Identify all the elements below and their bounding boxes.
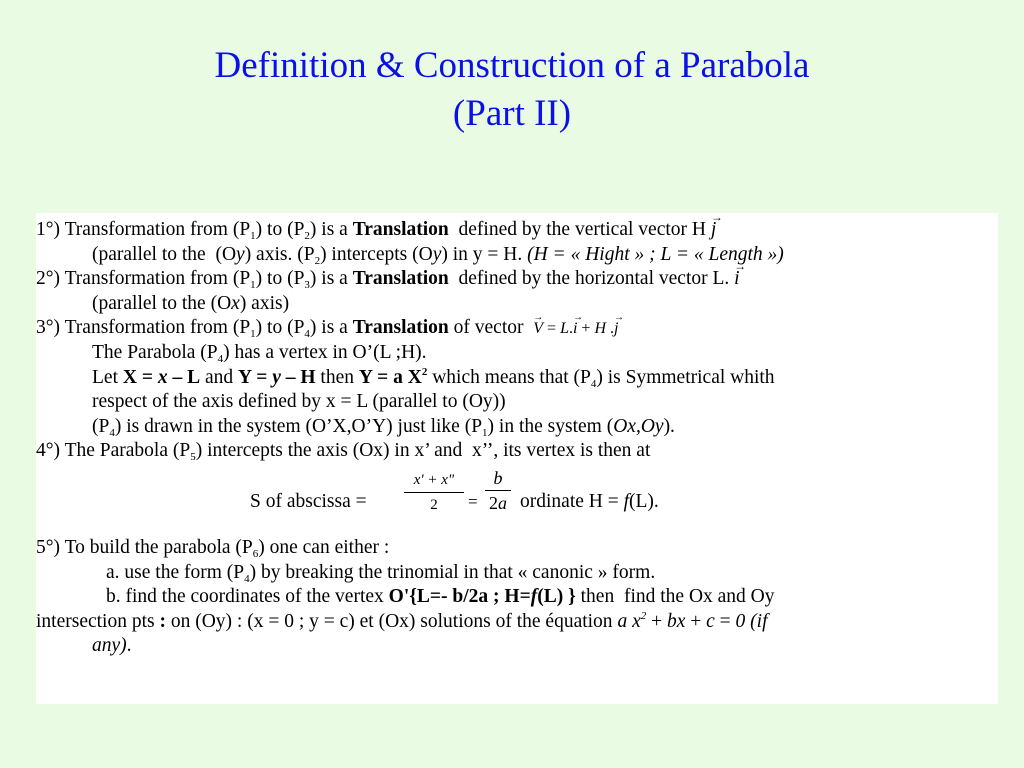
ordinate-label: ordinate H = f(L). [520,490,659,512]
fraction-b-2a: b 2a [485,468,511,513]
item-3-line-4: respect of the axis defined by x = L (parallel to (Oy)) [92,391,506,413]
item-1-number: 1°) [36,219,61,240]
item-1-line-2: (parallel to the (Oy) axis. $(P_2)$ intercepts (Oy) in y = H. (H = « Hight » ; L = « Length ») [92,243,784,267]
title-line-1: Definition & Construction of a Parabola [214,45,810,86]
content-text [36,218,992,659]
item-2-number: 2°) [36,268,61,290]
item-5-line-5: any). [92,635,132,657]
item-5-line-1: 5°) To build the parabola $(P_6)$ one can either : [36,536,390,560]
item-3-line-1: 3°) Transformation from $(P_1)$ to $(P_4)$ is a Translation of vector V → = L.i → + H .j → [36,316,992,341]
fraction-x-mean: x' + x" 2 [404,470,464,515]
vector-i: i → [734,267,739,292]
item-1-line-1: 1°) Transformation from $(P_1)$ to $(P_2)$ is a Translation defined by the vertical vector H j → [36,218,992,243]
vector-j: j → [711,218,716,243]
item-3-number: 3°) [36,317,61,339]
content-panel [36,213,998,704]
item-4-number: 4°) [36,440,61,462]
vector-formula: V → = L.i → + H .j → [533,320,618,337]
item-5-line-4: intersection pts : on (Oy) : (x = 0 ; y = c) et (Ox) solutions of the équation a $x^2$ + bx + c = 0 (if [36,609,768,632]
item-4-formula: S of abscissa = x' + x" 2 = b 2a ordinate H = f(L). [250,467,659,513]
item-3-line-5: $(P_4)$ is drawn in the system (O’X,O’Y) just like $(P_1)$ in the system (Ox,Oy). [92,415,675,439]
item-5-line-3: b. find the coordinates of the vertex O'{L=- b/2a ; H=f(L) } then find the Ox and Oy [106,586,775,608]
abscissa-label: S of abscissa = [250,490,367,512]
item-2-line-2: (parallel to the (Ox) axis) [92,292,290,314]
item-3-line-3: Let X = x – L and Y = y – H then Y = a $X^2$ which means that $(P_4)$ is Symmetrical whith [92,365,775,390]
item-5-line-2: a. use the form $(P_4)$ by breaking the trinomial in that « canonic » form. [106,561,656,585]
item-2-line-1: 2°) Transformation from $(P_1)$ to $(P_3)$ is a Translation defined by the horizontal vector L. i → [36,267,992,292]
item-3-line-2: The Parabola $(P_4)$ has a vertex in O’(L ;H). [92,341,427,365]
title-line-2: (Part II) [452,93,572,134]
item-4-line-1: 4°) The Parabola $(P_5)$ intercepts the axis (Ox) in x’ and x’’, its vertex is then at [36,440,651,464]
slide-title [0,42,1024,138]
item-5-number: 5°) [36,536,61,558]
